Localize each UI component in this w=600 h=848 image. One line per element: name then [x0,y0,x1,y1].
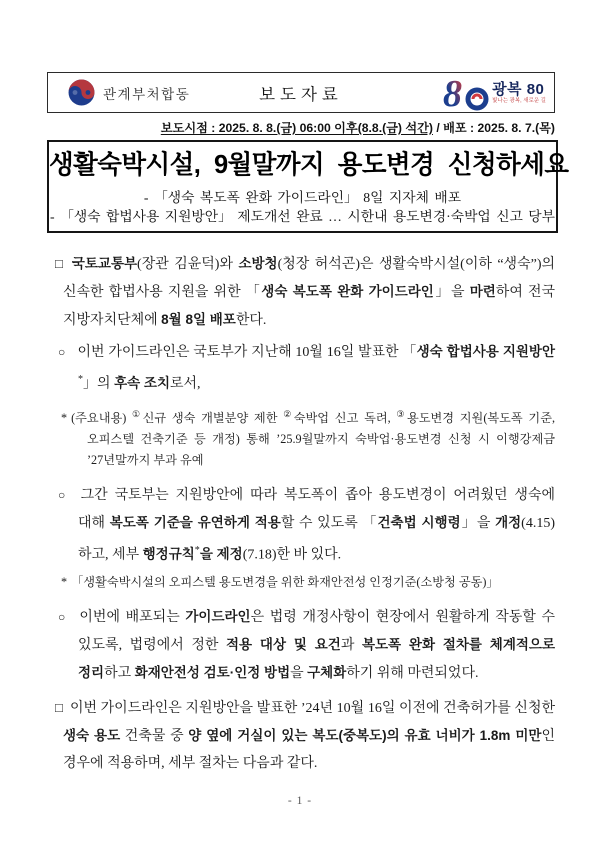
text-segment: 하기 위해 마련되었다. [346,666,479,682]
text-segment: * [194,544,200,556]
text-segment: 적용 대상 및 요건 [226,637,341,653]
text-segment: 할 수 있도록 「 [280,515,378,531]
body-paragraph [55,694,555,777]
text-segment: 과 [340,638,362,654]
anniversary-title: 광복 80 [492,81,545,99]
subheadline-1: - 「생숙 복도폭 완화 가이드라인」 8일 지자체 배포 [143,189,462,205]
text-segment: 숙박업 신고 독려, [293,410,397,425]
text-segment: 하여 전국 지방자치단체에 [63,285,555,328]
body-paragraph [58,482,555,569]
subheadline-2: - 「생숙 합법사용 지원방안」 제도개선 완료 … 시한내 용도변경·숙박업 신고 당부 [50,209,555,225]
bullet-marker: ○ [58,610,68,625]
text-segment: 로서, [170,376,201,392]
text-segment: 이번 가이드라인은 국토부가 지난해 10월 16일 발표한 「 [77,345,417,360]
text-segment: 8월 8일 배포 [161,312,236,327]
release-timing-line [47,119,555,136]
headline: 생활숙박시설, 9월말까지 용도변경 신청하세요 [49,151,569,179]
footnote-paragraph [61,572,555,593]
text-segment: 을 제정 [199,546,243,562]
text-segment: 구체화 [307,665,347,681]
text-segment: 가이드라인 [185,609,251,625]
text-segment: ② [283,408,294,419]
text-segment: 소방청 [238,256,278,271]
text-segment: 생숙 합법사용 지원방안 [416,344,555,359]
footnote-paragraph [61,404,555,471]
bullet-marker: ○ [58,487,69,502]
bullet-marker: * [61,410,68,425]
text-segment: 한다. [235,313,267,328]
text-segment: 행정규칙 [142,546,195,562]
government-identity [68,79,190,106]
text-segment: * [78,374,84,385]
text-segment: 국토교통부 [71,256,138,271]
text-segment: 후속 조치 [114,375,170,391]
body-paragraph [58,338,555,398]
body-paragraph [58,603,556,687]
body-paragraph [55,250,555,334]
bullet-marker: □ [55,256,65,271]
text-segment: (주요내용) [71,410,133,425]
text-segment: 「생활숙박시설의 오피스텔 용도변경을 위한 화재안전성 인정기준(소방청 공동)」 [71,575,499,590]
release-time-text: 보도시점 : 2025. 8. 8.(금) 06:00 이후(8.8.(금) 석간) [160,121,433,135]
text-segment: (7.18)한 바 있다. [242,547,342,563]
document-type-label: 보도자료 [259,85,343,104]
text-segment: 양 옆에 거실이 있는 복도(중복도)의 유효 너비가 1.8m 미만 [188,728,542,744]
text-segment: 신규 생숙 개별분양 제한 [142,410,284,425]
issuing-org-label: 관계부처합동 [103,86,191,102]
text-segment: ③ [396,408,407,419]
distribution-date-text: / 배포 : 2025. 8. 7.(목) [432,121,555,135]
text-segment: 생숙 용도 [63,728,121,744]
document-header [47,72,555,113]
bullet-marker: □ [55,700,63,716]
gwangbok-80-icon [443,74,489,113]
anniversary-slogan: 빛나는 광복, 새로운 길 [492,98,546,105]
text-segment: 은 법령 개정사항이 현장에서 원활하게 작동할 수 있도록, 법령에서 정한 [78,610,556,654]
text-segment: 복도폭 완화 절차를 체계적으로 정리 [78,637,555,681]
headline-box [47,140,569,233]
text-segment: ① [132,408,143,419]
text-segment: 」의 [83,376,115,392]
text-segment: 이번 가이드라인은 지원방안을 발표한 ’24년 10월 16일 이전에 건축허가를 신청한 [69,701,555,717]
body-paragraphs [55,250,555,777]
text-segment: 건축물 중 [120,729,189,745]
text-segment: 건축법 시행령 [377,514,461,530]
text-segment: 복도폭 기준을 유연하게 적용 [109,514,281,530]
text-segment: 이번에 배포되는 [79,610,186,626]
text-segment: 화재안전성 검토·인정 방법 [134,665,291,681]
text-segment: (4.15)하고, 세부 [78,515,555,563]
text-segment: 하고 [104,666,135,682]
svg-text:8: 8 [443,74,463,113]
text-segment: 마련 [469,284,496,299]
bullet-marker: * [61,575,68,590]
gwangbok-80-wordmark [492,82,546,105]
text-segment: 을 [290,666,308,682]
text-segment: 생숙 복도폭 완화 가이드라인 [261,284,434,299]
text-segment: 」을 [460,515,496,531]
text-segment: 그간 국토부는 지원방안에 따라 복도폭이 좁아 용도변경이 어려웠던 생숙에 대해 [78,487,555,531]
taegeuk-emblem-icon [68,79,95,106]
bullet-marker: ○ [58,345,66,359]
text-segment: (청장 허석곤)은 생활숙박시설(이하 “생숙”)의 신속한 합법사용 지원을 위한 「 [63,257,555,300]
gwangbok-80-logo [443,74,546,113]
text-segment: 개정 [495,514,522,530]
page-number: - 1 - [287,795,313,807]
text-segment: 」을 [433,285,470,300]
text-segment: 인 경우에 적용하며, 세부 절차는 다음과 같다. [63,729,555,772]
text-segment: 용도변경 지원(복도폭 기준, 오피스텔 건축기준 등 개정) 통해 ’25.9월말까지 숙박업·용도변경 신청 시 이행강제금 ’27년말까지 부과 유예 [87,410,556,467]
text-segment: (장관 김윤덕)와 [137,257,239,272]
